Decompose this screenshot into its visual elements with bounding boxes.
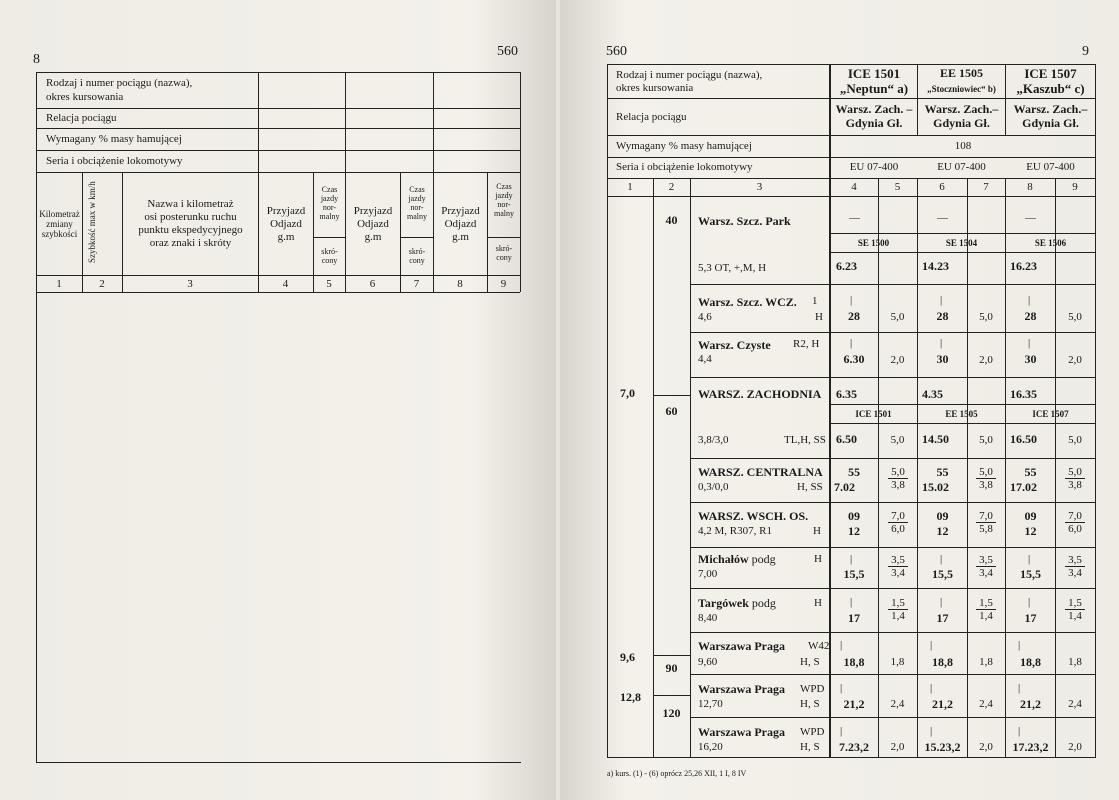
run-time-fraction: $\frac{1,5}{1,4}$ — [888, 597, 908, 622]
left-page — [0, 0, 556, 800]
train-number: ICE 1501 — [855, 409, 892, 419]
run-time: 2,0 — [890, 741, 905, 753]
origin-train: SE 1506 — [1034, 238, 1067, 248]
train-number: EE 1505 — [945, 409, 978, 419]
run-time: 5,0 — [979, 434, 993, 446]
run-time: 2,0 — [979, 741, 993, 753]
loco-1: EU 07-400 — [849, 161, 899, 173]
run-time-fraction: $\frac{5,0}{3,8}$ — [976, 466, 996, 491]
pass-time: 21,2 — [843, 697, 865, 711]
run-time: 2,4 — [1068, 698, 1082, 710]
pass-time: 17 — [848, 611, 860, 625]
col-number: 2 — [99, 278, 105, 290]
pass-time: 17 — [1024, 611, 1037, 625]
relation-row-label: Relacja pociągu — [616, 111, 687, 123]
station-name: Warsz. Czyste — [698, 338, 771, 352]
pass-time: 15,5 — [932, 567, 953, 581]
station-km: 4,2 M, R307, R1 — [698, 525, 772, 537]
speed-change-km: 12,8 — [620, 690, 641, 704]
station-name: Warszawa Praga — [698, 682, 785, 696]
station-km: 3,8/3,0 — [698, 434, 729, 446]
loco-3: EU 07-400 — [1026, 161, 1075, 173]
station-name: Warsz. Szcz. Park — [698, 214, 791, 228]
footnote: a) kurs. (1) - (6) oprócz 25,26 XII, 1 I, 8 IV — [607, 769, 747, 778]
station-km: 7,00 — [698, 568, 718, 580]
station-name: Targówek podg — [698, 596, 776, 610]
col-number: 6 — [369, 278, 376, 290]
col-number: 9 — [500, 278, 507, 290]
pass-time: 17 — [936, 611, 949, 625]
run-time: 2,4 — [890, 698, 905, 710]
brake-value: 108 — [954, 140, 972, 152]
station-name: WARSZ. WSCH. OS. — [698, 509, 809, 523]
station-tag: H, S — [800, 698, 820, 710]
time: 6.30 — [843, 352, 865, 366]
no-stop-dash: — — [937, 212, 948, 224]
relation-row-label: Relacja pociągu — [46, 112, 117, 124]
time-short-header-3: skró- cony — [495, 244, 513, 262]
col-number: 3 — [187, 278, 193, 290]
time-normal-header-1: Czas jazdy nor- malny — [319, 185, 340, 221]
col-number: 5 — [894, 181, 901, 193]
origin-train: SE 1504 — [945, 238, 978, 248]
run-time: 5,0 — [890, 311, 905, 323]
col-number: 8 — [1027, 181, 1033, 193]
run-time: 1,8 — [979, 656, 993, 668]
pass-time: 21,2 — [932, 697, 953, 711]
pass-time: 15,5 — [843, 567, 865, 581]
train-name-2: „Stoczniowiec“ b) — [927, 84, 996, 94]
train-row-label: Rodzaj i numer pociągu (nazwa), — [46, 77, 193, 89]
col-number: 1 — [627, 181, 633, 193]
col-number: 7 — [983, 181, 989, 193]
station-name: Warsz. Szcz. WCZ. — [698, 295, 797, 309]
station-tag: TL,H, SS — [784, 434, 826, 446]
train-header-1: ICE 1501 — [847, 66, 901, 81]
col-number: 4 — [282, 278, 289, 290]
loco-row-label: Seria i obciążenie lokomotywy — [46, 155, 183, 167]
run-time: 5,0 — [890, 434, 905, 446]
col3-header: Nazwa i kilometraż osi posterunku ruchu punktu ekspedycyjnego oraz znaki i skróty — [138, 198, 243, 249]
relation-2: Warsz. Zach.– Gdynia Gł. — [924, 102, 999, 130]
pass-time: 21,2 — [1020, 697, 1041, 711]
arrival-min: 55 — [936, 465, 949, 479]
station-km: 16,20 — [698, 741, 723, 753]
time-normal-header-3: Czas jazdy nor- malny — [494, 182, 514, 218]
max-speed: 90 — [665, 661, 678, 675]
run-time-fraction: $\frac{7,0}{5,8}$ — [976, 510, 996, 535]
col-number: 2 — [668, 181, 675, 193]
time: 30 — [936, 352, 949, 366]
time: 16.50 — [1010, 432, 1037, 446]
time-normal-header-2: Czas jazdy nor- malny — [407, 185, 427, 221]
col-number: 3 — [756, 181, 763, 193]
col-number: 7 — [413, 278, 420, 290]
station-tag: R2, H — [793, 338, 820, 350]
table-number: 560 — [606, 44, 627, 59]
run-time: 2,0 — [1068, 354, 1082, 366]
time: 7.02 — [834, 480, 855, 494]
no-stop-dash: — — [1025, 212, 1036, 224]
station-km: 12,70 — [698, 698, 723, 710]
arrival-min: 09 — [1024, 509, 1037, 523]
station-tag: WPD — [800, 726, 825, 738]
time: 4.35 — [922, 387, 943, 401]
time: 28 — [936, 309, 949, 323]
station-km: 8,40 — [698, 612, 718, 624]
col-number: 8 — [457, 278, 463, 290]
run-time-fraction: $\frac{3,5}{3,4}$ — [1065, 554, 1085, 579]
station-km: 4,6 — [698, 311, 712, 323]
run-time: 2,0 — [890, 354, 905, 366]
relation-1: Warsz. Zach. – Gdynia Gł. — [835, 102, 913, 130]
run-time: 1,8 — [890, 656, 905, 668]
station-name: WARSZ. CENTRALNA — [698, 465, 823, 479]
time: 6.23 — [836, 259, 857, 273]
arr-dep-header-1: Przyjazd Odjazd g.m — [266, 205, 306, 243]
departure-min: 12 — [848, 524, 860, 538]
time: 16.23 — [1010, 259, 1037, 273]
time: 14.23 — [922, 259, 949, 273]
station-km: 5,3 OT, +,M, H — [698, 262, 767, 274]
col-number: 9 — [1072, 181, 1078, 193]
run-time-fraction: $\frac{5,0}{3,8}$ — [888, 466, 908, 491]
col-number: 5 — [326, 278, 332, 290]
train-period-label: okres kursowania — [46, 91, 124, 103]
run-time: 5,0 — [1068, 311, 1082, 323]
time: 6.35 — [836, 387, 857, 401]
time: 14.50 — [922, 432, 949, 446]
col-number: 4 — [851, 181, 857, 193]
run-time: 2,4 — [979, 698, 993, 710]
run-time: 1,8 — [1068, 656, 1082, 668]
train-header-3: ICE 1507 — [1024, 66, 1077, 81]
station-tag: H, SS — [797, 481, 823, 493]
arrival-min: 55 — [848, 465, 860, 479]
station-tag: H, S — [800, 656, 820, 668]
train-name-3: „Kaszub“ c) — [1016, 81, 1085, 96]
station-km: 0,3/0,0 — [698, 481, 729, 493]
time: 17.02 — [1010, 480, 1037, 494]
pass-time: 18,8 — [932, 655, 953, 669]
train-header-2: EE 1505 — [939, 66, 983, 80]
time: 30 — [1024, 352, 1037, 366]
time-short-header-1: skró- cony — [321, 247, 338, 265]
no-stop-dash: — — [849, 212, 860, 224]
time: 28 — [1024, 309, 1037, 323]
loco-row-label: Seria i obciążenie lokomotywy — [616, 161, 753, 173]
pass-time: 15,5 — [1020, 567, 1041, 581]
run-time-fraction: $\frac{7,0}{6,0}$ — [1065, 510, 1085, 535]
page-number: 8 — [33, 52, 40, 67]
station-tag: WPD — [800, 683, 825, 695]
departure-min: 12 — [1024, 524, 1037, 538]
time: 15.23,2 — [924, 740, 961, 754]
loco-2: EU 07-400 — [937, 161, 986, 173]
arrival-min: 09 — [848, 509, 860, 523]
pass-time: 18,8 — [843, 655, 865, 669]
station-km: 4,4 — [698, 353, 712, 365]
station-tag: W42 — [808, 640, 830, 652]
brake-row-label: Wymagany % masy hamującej — [616, 140, 752, 152]
station-tag: H — [814, 597, 822, 609]
max-speed: 120 — [662, 706, 681, 720]
time: 16.35 — [1010, 387, 1037, 401]
table-number: 560 — [497, 44, 518, 59]
origin-train: SE 1500 — [857, 238, 890, 248]
station-tag: H — [814, 553, 822, 565]
station-tag: H — [815, 311, 823, 323]
col2-header: Szybkość max w km/h — [87, 181, 97, 263]
station-name: Warszawa Praga — [698, 725, 785, 739]
station-tag: H — [813, 525, 821, 537]
station-tag: 1 — [812, 295, 818, 307]
run-time-fraction: $\frac{7,0}{6,0}$ — [888, 510, 908, 535]
run-time: 2,0 — [979, 354, 993, 366]
relation-3: Warsz. Zach.– Gdynia Gł. — [1013, 102, 1088, 130]
col-number: 1 — [56, 278, 62, 290]
max-speed: 40 — [665, 213, 678, 227]
brake-row-label: Wymagany % masy hamującej — [46, 133, 182, 145]
max-speed: 60 — [665, 404, 678, 418]
station-tag: H, S — [800, 741, 820, 753]
train-row-label: Rodzaj i numer pociągu (nazwa), — [616, 69, 763, 81]
right-page: 560 9 Rodzaj i numer pociągu (nazwa), okres kursowania Relacja pociągu Wymagany % masy hamującej Seria i obciążenie lokomotywy ICE 1501 „Neptun“ a) EE 1505 „Stoczniowiec“ b) ICE 1507 „Kaszub“ c) Warsz. Zach. – Gdynia Gł. Warsz. Zach.– Gdynia Gł. Warsz. Zach.– Gdynia Gł. 108 EU 07-400 EU 07-400 EU 07-400 1 2 3 4 5 6 7 8 9 7,0 9,6 12,8 40 60 90 120 Warsz. Szcz. Park — — — SE 1500 SE 1504 SE 1506 5,3 OT, +,M, H 6.23 14.23 16.23 Warsz. Szcz. WCZ. 1 4,6 H | | | 28 28 28 5,0 5,0 5,0 Warsz. Czyste R2, H 4,4 | | | 6.30 30 30 2,0 2,0 2,0 WARSZ. ZACHODNIA 6.35 4.35 16.35 ICE 1501 EE 1505 ICE 1507 3,8/3,0 TL,H, SS 6.50 14.50 16.50 5,0 5,0 5,0 WARSZ. CENTRALNA 0,3/0,0 H, SS 55 55 55 7.02 15.02 17.02 $\frac{5,0}{3,8}$ $\frac{5,0}{3,8}$ $\frac{5,0}{3,8}$ WARSZ. WSCH. OS. 4,2 M, R307, R1 H 09 09 09 12 12 12 $\frac{7,0}{6,0}$ $\frac{7,0}{5,8}$ $\frac{7,0}{6,0}$ Michałów podg H 7,00 | | | 15,5 15,5 15,5 $\frac{3,5}{3,4}$ $\frac{3,5}{3,4}$ $\frac{3,5}{3,4}$ Targówek podg H 8,40 | | | 17 17 17 $\frac{1,5}{1,4}$ $\frac{1,5}{1,4}$ $\frac{1,5}{1,4}$ Warszawa Praga W42 9,60 H, S | | | 18,8 18,8 18,8 1,8 1,8 1,8 Warszawa Praga WPD 12,70 H, S | | | 21,2 21,2 21,2 2,4 2,4 2,4 Warszawa Praga WPD 16,20 H, S | | | 7.23,2 15.23,2 17.23,2 2,0 2,0 2,0 a) kurs. (1) - (6) oprócz 25,26 XII, 1 I, 8 IV — [560, 0, 1119, 800]
col-number: 6 — [939, 181, 945, 193]
run-time: 2,0 — [1068, 741, 1082, 753]
time: 15.02 — [922, 480, 949, 494]
col1-header: Kilometraż zmiany szybkości — [39, 209, 80, 239]
time: 7.23,2 — [839, 740, 869, 754]
station-name: Warszawa Praga — [698, 639, 785, 653]
run-time: 5,0 — [979, 311, 993, 323]
station-name: Michałów podg — [698, 552, 776, 566]
train-number: ICE 1507 — [1032, 409, 1069, 419]
arrival-min: 55 — [1024, 465, 1037, 479]
arr-dep-header-2: Przyjazd Odjazd g.m — [353, 205, 393, 243]
time-short-header-2: skró- cony — [408, 247, 426, 265]
run-time-fraction: $\frac{1,5}{1,4}$ — [976, 597, 996, 622]
departure-min: 12 — [936, 524, 949, 538]
pass-time: 18,8 — [1020, 655, 1041, 669]
time: 17.23,2 — [1012, 740, 1049, 754]
arr-dep-header-3: Przyjazd Odjazd g.m — [441, 205, 480, 243]
station-km: 9,60 — [698, 656, 718, 668]
run-time-fraction: $\frac{3,5}{3,4}$ — [888, 554, 908, 579]
train-name-1: „Neptun“ a) — [839, 81, 909, 96]
run-time-fraction: $\frac{5,0}{3,8}$ — [1065, 466, 1085, 491]
run-time: 5,0 — [1068, 434, 1082, 446]
arrival-min: 09 — [936, 509, 949, 523]
station-name: WARSZ. ZACHODNIA — [698, 387, 822, 401]
speed-change-km: 7,0 — [620, 386, 635, 400]
page-number: 9 — [1082, 44, 1089, 59]
run-time-fraction: $\frac{3,5}{3,4}$ — [976, 554, 996, 579]
time: 28 — [848, 309, 860, 323]
speed-change-km: 9,6 — [620, 650, 635, 664]
time: 6.50 — [836, 432, 857, 446]
run-time-fraction: $\frac{1,5}{1,4}$ — [1065, 597, 1085, 622]
train-period-label: okres kursowania — [616, 82, 694, 94]
